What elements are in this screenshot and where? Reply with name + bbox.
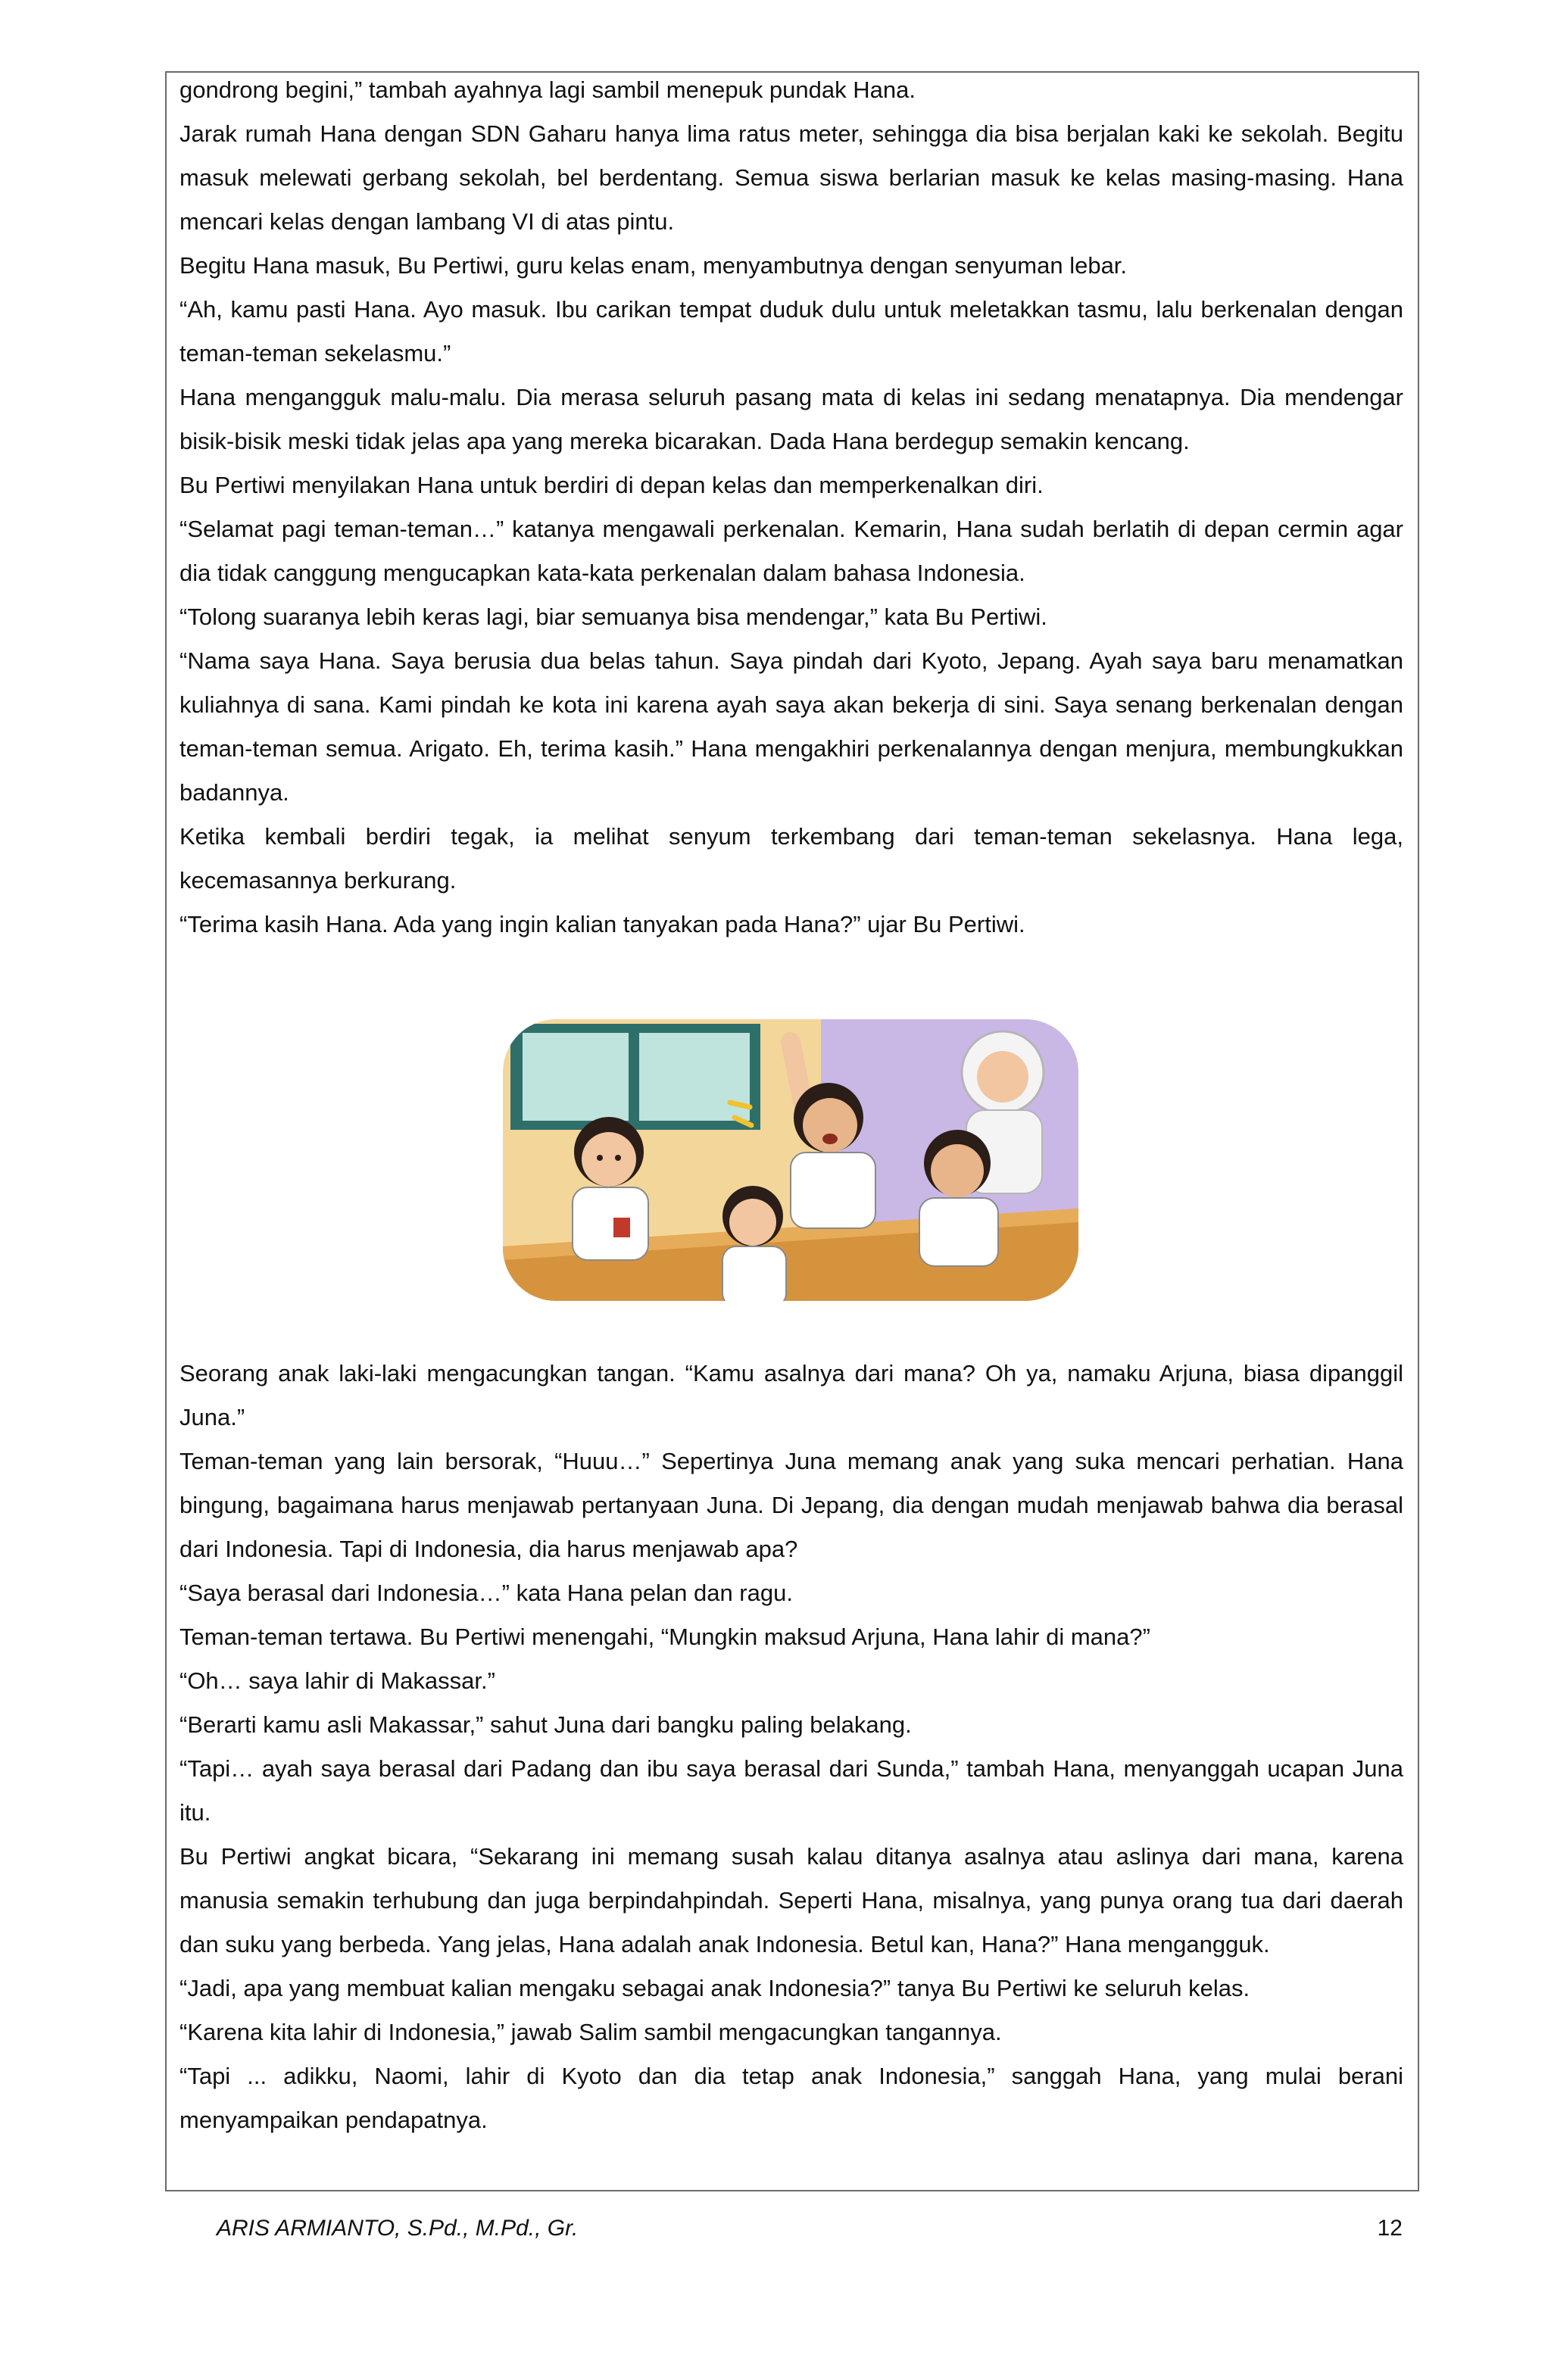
paragraph: gondrong begini,” tambah ayahnya lagi sambil menepuk pundak Hana. [179,76,916,103]
story-text-bottom [179,1352,1403,2142]
paragraph: “Tapi… ayah saya berasal dari Padang dan ibu saya berasal dari Sunda,” tambah Hana, menyanggah ucapan Juna itu. [179,1755,1403,1826]
paragraph: Ketika kembali berdiri tegak, ia melihat senyum terkembang dari teman-teman sekelasnya. Hana lega, kecemasannya berkurang. [179,823,1403,894]
paragraph: “Selamat pagi teman-teman…” katanya mengawali perkenalan. Kemarin, Hana sudah berlatih di depan cermin agar dia tidak canggung mengucapkan kata-kata perkenalan dalam bahasa Indonesia. [179,516,1403,586]
paragraph: “Jadi, apa yang membuat kalian mengaku sebagai anak Indonesia?” tanya Bu Pertiwi ke seluruh kelas. [179,1975,1250,2001]
paragraph: Jarak rumah Hana dengan SDN Gaharu hanya lima ratus meter, sehingga dia bisa berjalan kaki ke sekolah. Begitu masuk melewati gerbang sekolah, bel berdentang. Semua siswa berlarian masuk ke kelas masing-masing. Hana mencari kelas dengan lambang VI di atas pintu. [179,120,1403,235]
student-boy-smiling-figure [919,1130,998,1266]
student-girl-figure [573,1117,648,1260]
paragraph: “Oh… saya lahir di Makassar.” [179,1667,495,1694]
paragraph: Begitu Hana masuk, Bu Pertiwi, guru kelas enam, menyambutnya dengan senyuman lebar. [179,252,1128,279]
paragraph: Bu Pertiwi menyilakan Hana untuk berdiri di depan kelas dan memperkenalkan diri. [179,472,1044,498]
paragraph: Hana mengangguk malu-malu. Dia merasa seluruh pasang mata di kelas ini sedang menatapnya. Dia mendengar bisik-bisik meski tidak jelas apa yang mereka bicarakan. Dada Hana berdegup semakin kencang. [179,384,1403,454]
paragraph: Teman-teman yang lain bersorak, “Huuu…” Sepertinya Juna memang anak yang suka mencari perhatian. Hana bingung, bagaimana harus menjawab pertanyaan Juna. Di Jepang, dia dengan mudah menjawab bahwa dia berasal dari Indonesia. Tapi di Indonesia, dia harus menjawab apa? [179,1448,1403,1562]
page-number: 12 [1377,2216,1403,2241]
paragraph: Bu Pertiwi angkat bicara, “Sekarang ini memang susah kalau ditanya asalnya atau aslinya dari mana, karena manusia semakin terhubung dan juga berpindahpindah. Seperti Hana, misalnya, yang punya orang tua dari daerah dan suku yang berbeda. Yang jelas, Hana adalah anak Indonesia. Betul kan, Hana?” Hana mengangguk. [179,1843,1403,1957]
paragraph: “Tapi ... adikku, Naomi, lahir di Kyoto dan dia tetap anak Indonesia,” sanggah Hana, yang mulai berani menyampaikan pendapatnya. [179,2063,1403,2133]
paragraph: “Saya berasal dari Indonesia…” kata Hana pelan dan ragu. [179,1580,793,1606]
classroom-illustration [503,1019,1078,1301]
paragraph: “Nama saya Hana. Saya berusia dua belas tahun. Saya pindah dari Kyoto, Jepang. Ayah saya baru menamatkan kuliahnya di sana. Kami pindah ke kota ini karena ayah saya akan bekerja di sini. Saya senang berkenalan dengan teman-teman semua. Arigato. Eh, terima kasih.” Hana mengakhiri perkenalannya dengan menjura, membungkukkan badannya. [179,647,1403,806]
window-icon [510,1024,760,1130]
paragraph: “Berarti kamu asli Makassar,” sahut Juna dari bangku paling belakang. [179,1711,912,1738]
paragraph: Teman-teman tertawa. Bu Pertiwi menengahi, “Mungkin maksud Arjuna, Hana lahir di mana?” [179,1624,1150,1650]
story-text-top [179,68,1403,947]
footer-author: ARIS ARMIANTO, S.Pd., M.Pd., Gr. [217,2216,579,2241]
paragraph: “Tolong suaranya lebih keras lagi, biar semuanya bisa mendengar,” kata Bu Pertiwi. [179,604,1047,630]
paragraph: “Karena kita lahir di Indonesia,” jawab Salim sambil mengacungkan tangannya. [179,2019,1002,2045]
paragraph: “Ah, kamu pasti Hana. Ayo masuk. Ibu carikan tempat duduk dulu untuk meletakkan tasmu, lalu berkenalan dengan teman-teman sekelasmu.” [179,296,1403,367]
paragraph: “Terima kasih Hana. Ada yang ingin kalian tanyakan pada Hana?” ujar Bu Pertiwi. [179,911,1025,937]
paragraph: Seorang anak laki-laki mengacungkan tangan. “Kamu asalnya dari mana? Oh ya, namaku Arjuna, biasa dipanggil Juna.” [179,1360,1403,1430]
